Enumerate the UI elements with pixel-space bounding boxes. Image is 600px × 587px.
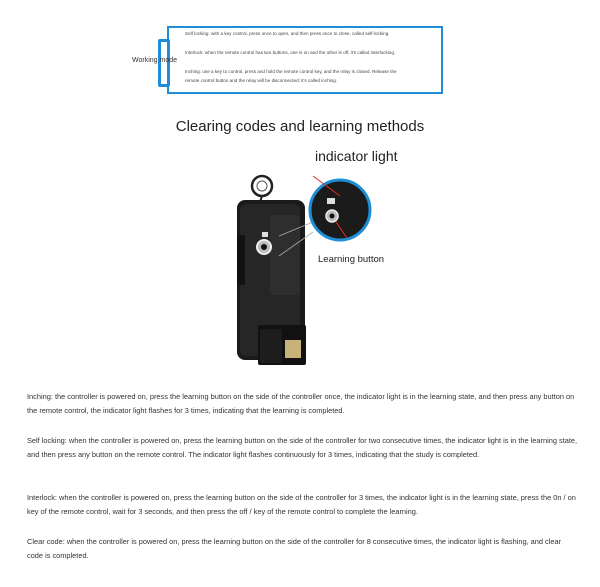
page-title: Clearing codes and learning methods [175, 118, 425, 135]
indicator-light-label: indicator light [315, 148, 398, 164]
zoom-circle [310, 180, 370, 240]
mode-self-locking: Self locking: with a key control, press once to open, and then press once to close, called self-locking. [185, 31, 390, 36]
learning-button-label: Learning button [318, 254, 385, 265]
key-ring-icon [252, 176, 272, 196]
mode-interlock: Interlock: when the remote control has two buttons, one is on and the other is off, it's called interlocking. [185, 50, 396, 55]
working-mode-label: Working mode [132, 57, 178, 64]
paragraph-interlock: Interlock: when the controller is powered on, press the learning button on the side of the controller for 3 times, the indicator light is in the learning state, press the 0n / on key of the remote control, wait for 3 seconds, and then press the off / key of the remote control to complete the learning. [27, 493, 576, 516]
indicator-light-icon [262, 232, 268, 237]
paragraph-self-locking: Self locking: when the controller is powered on, press the learning button on the side of the controller for two consecutive times, the indicator light is in the learning state, and then press any button on the remote control. The indicator light flashes continuously for 3 times, indicating that the study is completed. [27, 436, 578, 459]
paragraph-clear-code: Clear code: when the controller is powered on, press the learning button on the side of the controller for 8 consecutive times, the indicator light is flashing, and clear code is completed. [27, 537, 562, 560]
mode-inching-line-2: remote control button and the relay will be disconnected; it's called inching. [185, 78, 338, 83]
paragraph-inching: Inching: the controller is powered on, press the learning button on the side of the controller once, the indicator light is in the learning state, and then press any button on the remote control, the indicator light flashes for 3 times, indicating that the learning is completed. [27, 392, 575, 415]
mode-inching-line-1: Inching: use a key to control, press and hold the remote control key, and the relay is closed. Release the [185, 69, 397, 74]
